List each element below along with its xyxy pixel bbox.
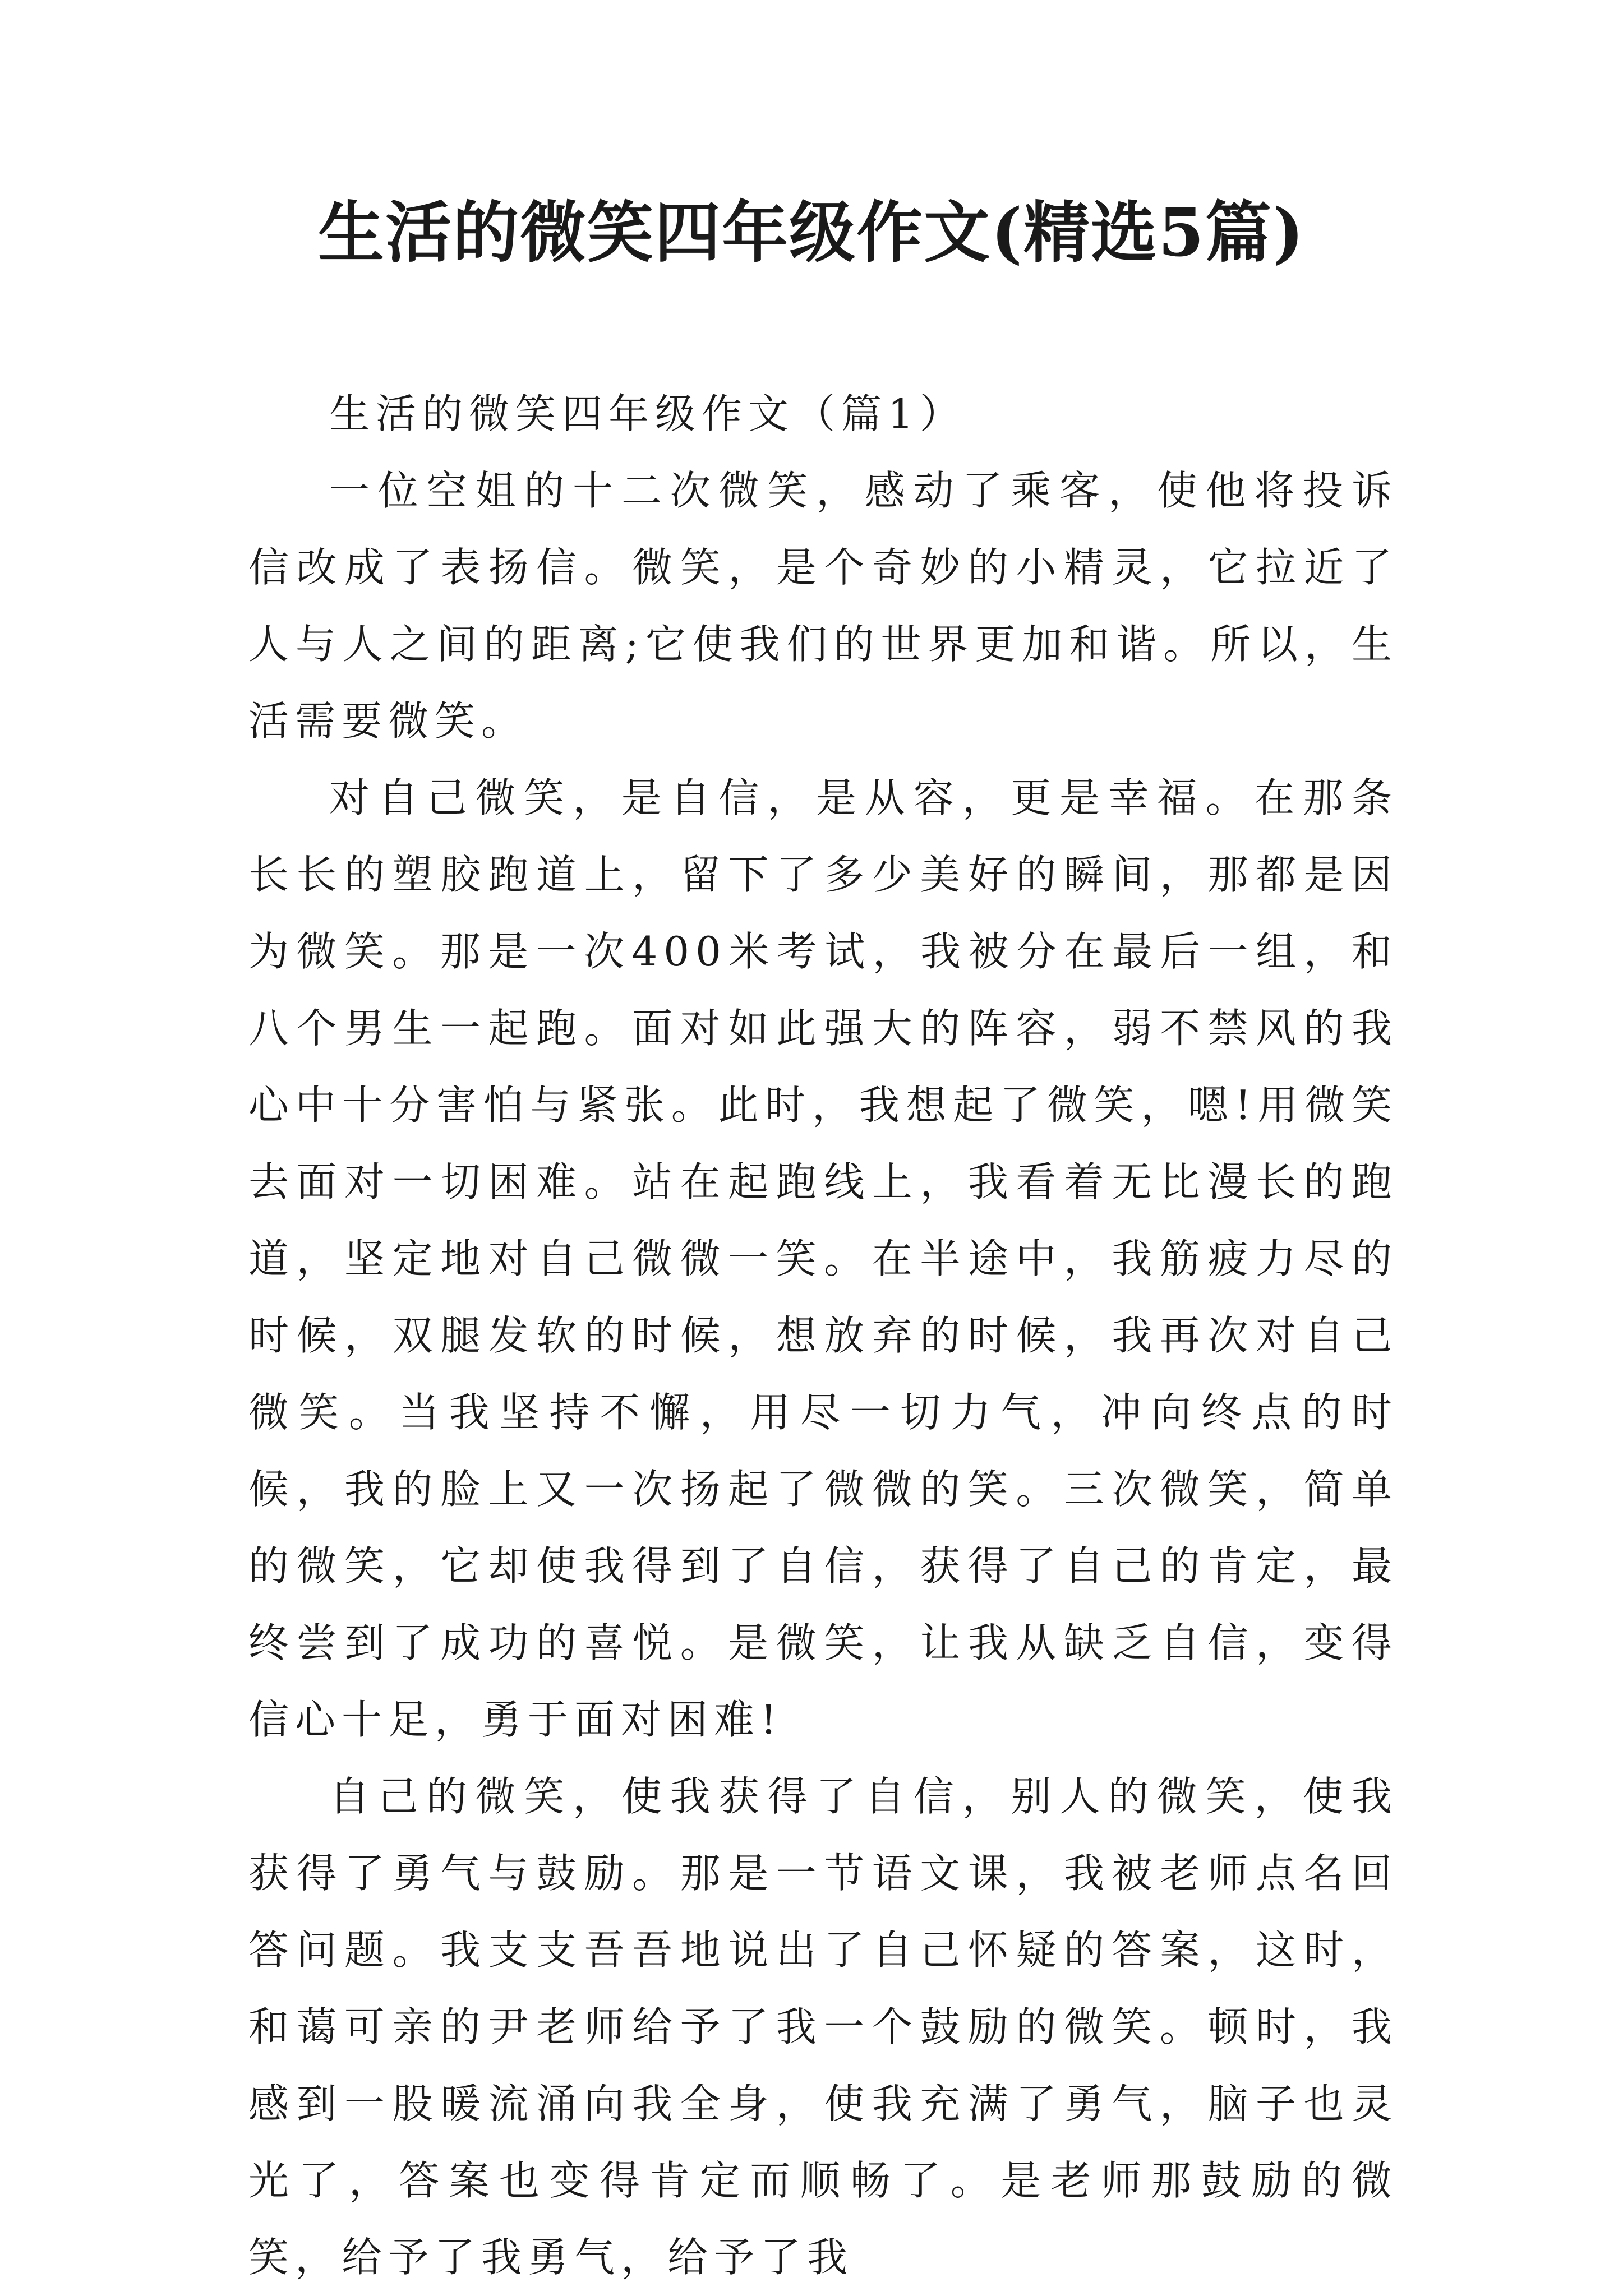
paragraph-2: 对自己微笑，是自信，是从容，更是幸福。在那条长长的塑胶跑道上，留下了多少美好的瞬间，那都是因为微笑。那是一次400米考试，我被分在最后一组，和八个男生一起跑。面对如此强大的阵容，弱不禁风的我心中十分害怕与紧张。此时，我想起了微笑，嗯!用微笑去面对一切困难。站在起跑线上，我看着无比漫长的跑道，坚定地对自己微微一笑。在半途中，我筋疲力尽的时候，双腿发软的时候，想放弃的时候，我再次对自己微笑。当我坚持不懈，用尽一切力气，冲向终点的时候，我的脸上又一次扬起了微微的笑。三次微笑，简单的微笑，它却使我得到了自信，获得了自己的肯定，最终尝到了成功的喜悦。是微笑，让我从缺乏自信，变得信心十足，勇于面对困难! — [248, 774, 1398, 1743]
paragraph-3: 自己的微笑，使我获得了自信，别人的微笑，使我获得了勇气与鼓励。那是一节语文课，我被老师点名回答问题。我支支吾吾地说出了自己怀疑的答案，这时，和蔼可亲的尹老师给予了我一个鼓励的微笑。顿时，我感到一股暖流涌向我全身，使我充满了勇气，脑子也灵光了，答案也变得肯定而顺畅了。是老师那鼓励的微笑，给予了我勇气，给予了我 — [248, 1773, 1398, 2281]
paragraph-1: 一位空姐的十二次微笑，感动了乘客，使他将投诉信改成了表扬信。微笑，是个奇妙的小精灵，它拉近了人与人之间的距离;它使我们的世界更加和谐。所以，生活需要微笑。 — [248, 467, 1398, 745]
section-heading: 生活的微笑四年级作文（篇1） — [329, 390, 966, 437]
document-title: 生活的微笑四年级作文(精选5篇) — [318, 193, 1305, 271]
document-body — [248, 376, 1398, 2296]
